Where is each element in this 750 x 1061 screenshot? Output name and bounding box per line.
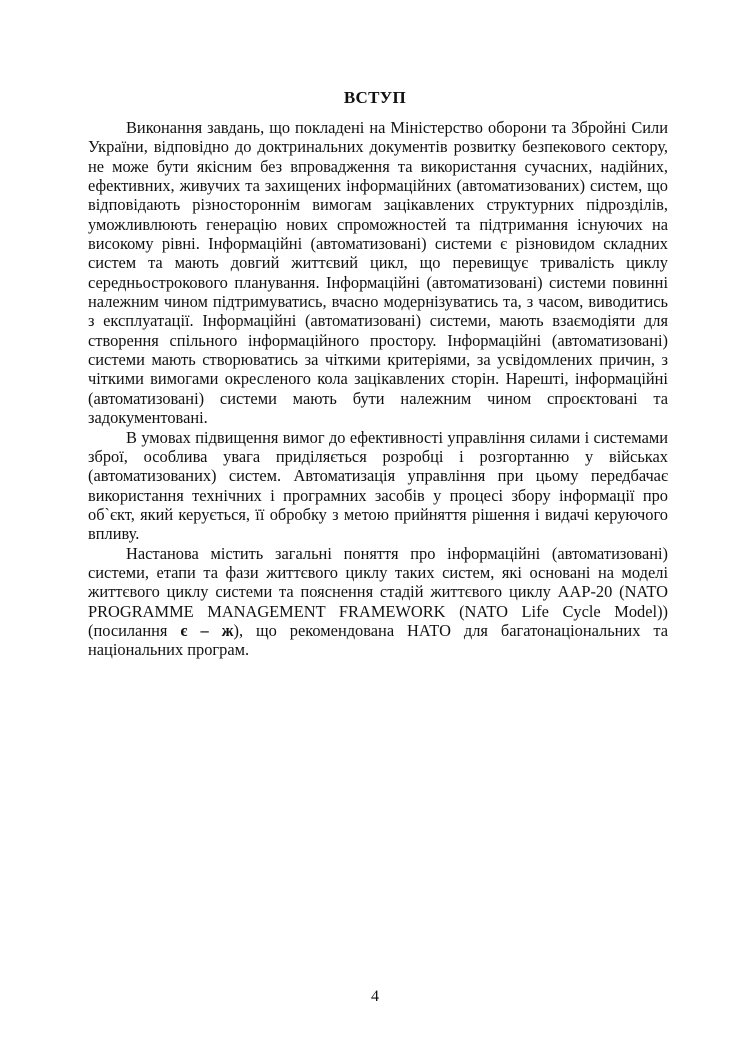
reference-range: є – ж	[180, 620, 234, 640]
paragraph-3-text-end: ), що рекомендована НАТО для багатонаціональних та національних програм.	[88, 620, 669, 660]
paragraph-1: Виконання завдань, що покладені на Міністерство оборони та Збройні Сили України, відповідно до доктринальних документів розвитку безпекового сектору, не може бути якісним без впровадження та використання сучасних, надійних, ефективних, живучих та захищених інформаційних (автоматизованих) систем, що відповідають різностороннім вимогам зацікавлених структурних підрозділів, уможливлюють генерацію нових спроможностей та підтримання існуючих на високому рівні. Інформаційні (автоматизовані) системи є різновидом складних систем та мають довгий життєвий цикл, що перевищує тривалість циклу середньострокового планування. Інформаційні (автоматизовані) системи повинні належним чином підтримуватись, вчасно модернізуватись та, з часом, виводитись з експлуатації. Інформаційні (автоматизовані) системи, мають взаємодіяти для створення спільного інформаційного простору. Інформаційні (автоматизовані) системи мають створюватись за чіткими критеріями, за усвідомлених причин, з чіткими вимогами окресленого кола зацікавлених сторін. Нарешті, інформаційні (автоматизовані) системи мають бути належним чином спроєктовані та задокументовані.	[88, 118, 668, 428]
paragraph-3-text-start: Настанова містить загальні поняття про інформаційні (автоматизовані) системи, етапи та фази життєвого циклу таких систем, які основані на моделі життєвого циклу системи та пояснення стадій життєвого циклу AAP-20 (NATO PROGRAMME MANAGEMENT FRAMEWORK (NATO Life Cycle Model)) (посилання	[88, 543, 668, 640]
page-number: 4	[371, 988, 379, 1005]
body-text	[88, 118, 668, 660]
section-heading: ВСТУП	[343, 88, 407, 107]
paragraph-3	[88, 544, 668, 660]
paragraph-2: В умовах підвищення вимог до ефективності управління силами і системами зброї, особлива увага приділяється розробці і розгортанню у військах (автоматизованих) систем. Автоматизація управління при цьому передбачає використання технічних і програмних засобів у процесі збору інформації про об`єкт, який керується, її обробку з метою прийняття рішення і видачі керуючого впливу.	[88, 427, 668, 544]
